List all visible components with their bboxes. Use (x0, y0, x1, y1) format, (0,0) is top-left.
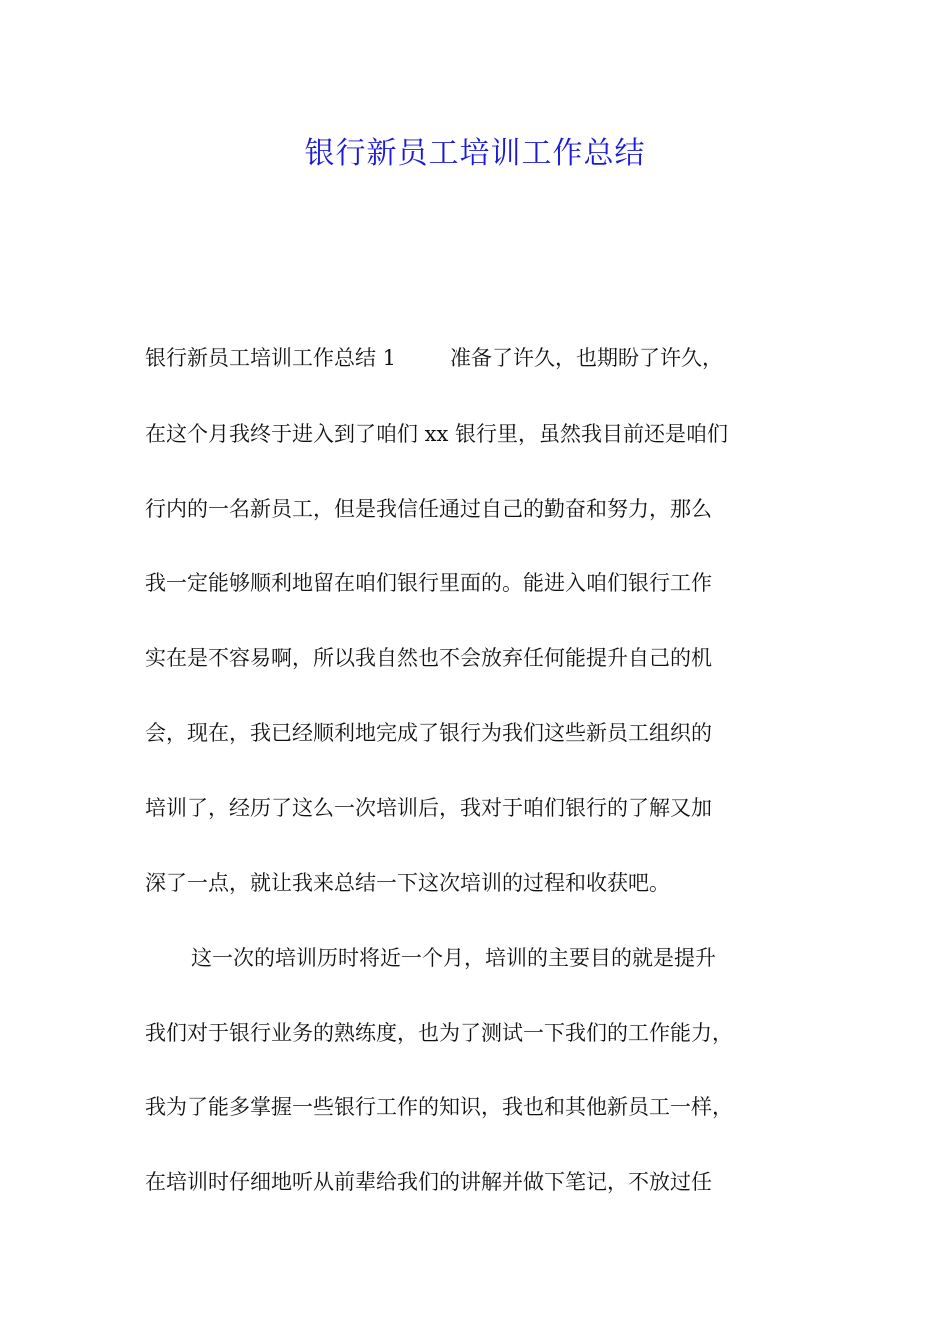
section-heading: 银行新员工培训工作总结 1 (145, 346, 397, 370)
paragraph-line: 会，现在，我已经顺利地完成了银行为我们这些新员工组织的 (145, 721, 712, 745)
paragraph-line: 我一定能够顺利地留在咱们银行里面的。能进入咱们银行工作 (145, 571, 712, 595)
line-text: 这一次的培训历时将近一个月，培训的主要目的就是提升 (191, 946, 716, 970)
paragraph-line: 在这个月我终于进入到了咱们 xx 银行里，虽然我目前还是咱们 (145, 422, 729, 446)
paragraph-line: 在培训时仔细地听从前辈给我们的讲解并做下笔记，不放过任 (145, 1170, 712, 1194)
line-text: 准备了许久，也期盼了许久， (450, 346, 724, 370)
paragraph-line (145, 343, 825, 373)
document-title: 银行新员工培训工作总结 (304, 136, 646, 171)
paragraph-line (145, 943, 825, 973)
paragraph-line: 我为了能多掌握一些银行工作的知识，我也和其他新员工一样， (145, 1095, 733, 1119)
paragraph-line: 深了一点，就让我来总结一下这次培训的过程和收获吧。 (145, 871, 670, 895)
paragraph-line: 培训了，经历了这么一次培训后，我对于咱们银行的了解又加 (145, 796, 712, 820)
paragraph-line: 实在是不容易啊，所以我自然也不会放弃任何能提升自己的机 (145, 646, 712, 670)
paragraph-line: 我们对于银行业务的熟练度，也为了测试一下我们的工作能力， (145, 1021, 733, 1045)
paragraph-line: 行内的一名新员工，但是我信任通过自己的勤奋和努力，那么 (145, 497, 712, 521)
